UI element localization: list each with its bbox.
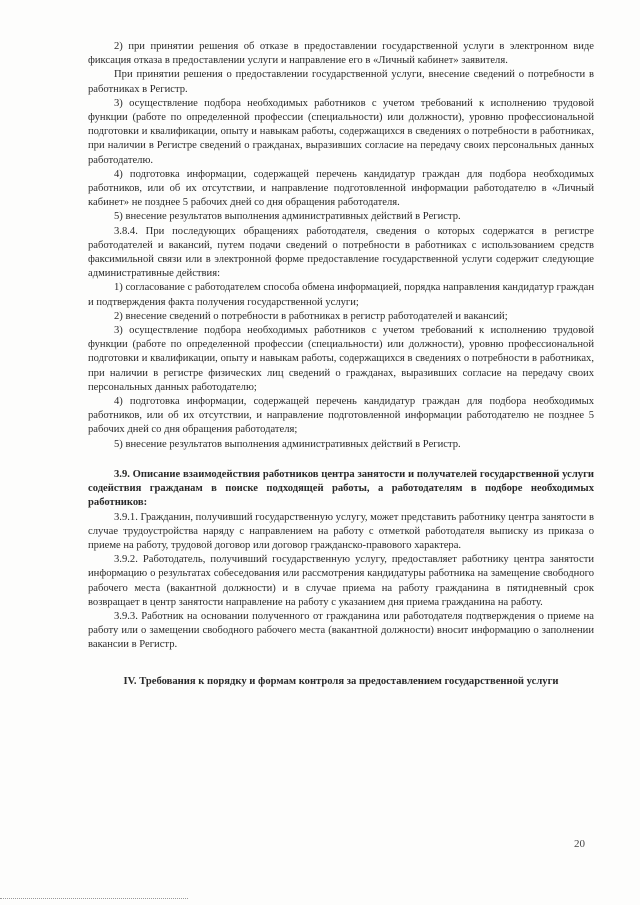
paragraph-results-register: 5) внесение результатов выполнения административных действий в Регистр. <box>114 211 461 223</box>
paragraph-3-8-4: 3.8.4. При последующих обращениях работодателя, сведения о которых содержатся в регистре работодателей и вакансий, путем подачи сведений о потребности в работниках с использованием средств факсимильной связи или в электронной форме предоставление государственной услуги содержит следующие административные действия: <box>88 225 594 280</box>
paragraph-decision-register: При принятии решения о предоставлении государственной услуги, внесение сведений о потребности в работниках в Регистр. <box>88 69 594 95</box>
section-heading: IV. Требования к порядку и формам контроля за предоставлением государственной услуги <box>123 675 559 687</box>
paragraph-results-register-2: 5) внесение результатов выполнения административных действий в Регистр. <box>114 438 461 450</box>
paragraph-candidate-info-2: 4) подготовка информации, содержащей перечень кандидатур граждан для подбора необходимых работников, или об их отсутствии, и направление подготовленной информации работодателю не позднее 5 рабочих дней со дня обращения работодателя; <box>88 396 594 436</box>
paragraph-refusal-electronic: 2) при принятии решения об отказе в предоставлении государственной услуги в электронном виде фиксация отказа в предоставлении услуги и направление его в «Личный кабинет» заявителя. <box>88 41 594 67</box>
page-number: 20 <box>574 838 585 850</box>
bottom-dotted-line <box>0 898 188 899</box>
paragraph-3-9-3: 3.9.3. Работник на основании полученного от гражданина или работодателя подтверждения о приеме на работу или о замещении свободного рабочего места (вакантной должности) вносит информацию о заполнении вакансии в Регистр. <box>88 610 594 651</box>
paragraph-3-9-1: 3.9.1. Гражданин, получивший государственную услугу, может представить работнику центра занятости в случае трудоустройства наряду с направлением на работу с отметкой работодателя выписку из приказа о приеме на работу, трудовой договор или договор гражданско-правового характера. <box>88 511 594 551</box>
document-body <box>88 40 594 689</box>
paragraph-3-9-2: 3.9.2. Работодатель, получивший государственную услугу, предоставляет работнику центра занятости информацию о результатах собеседования или рассмотрения кандидатуры работника на замещение свободного рабочего места (вакантной должности) и в случае приема на работу гражданина в пятидневный срок возвращает в центр занятости направление на работу с указанием дня приема гражданина на работу. <box>88 554 594 608</box>
paragraph-selection-workers: 3) осуществление подбора необходимых работников с учетом требований к исполнению трудовой функции (работе по определенной профессии (специальности) или должности), уровню профессиональной подготовки и квалификации, опыту и навыкам работы, содержащихся в сведениях о потребности в работниках, при наличии в Регистре сведений о гражданах, выразивших согласие на передачу своих персональных данных работодателю. <box>88 97 594 166</box>
paragraph-agreement: 1) согласование с работодателем способа обмена информацией, порядка направления кандидатур граждан и подтверждения факта получения государственной услуги; <box>88 282 594 308</box>
paragraph-candidate-info: 4) подготовка информации, содержащей перечень кандидатур граждан для подбора необходимых работников, или об их отсутствии, и направление подготовленной информации работодателю в «Личный кабинет» не позднее 5 рабочих дней со дня обращения работодателя. <box>88 168 594 209</box>
paragraph-selection-workers-2: 3) осуществление подбора необходимых работников с учетом требований к исполнению трудовой функции (работе по определенной профессии (специальности) или должности), уровню профессиональной подготовки и квалификации, опыту и навыкам работы, содержащихся в сведениях о потребности в работниках, при наличии в регистре физических лиц сведений о гражданах, выразивших согласие на передачу своих персональных данных работодателю; <box>88 325 594 393</box>
paragraph-vacancy-register: 2) внесение сведений о потребности в работниках в регистр работодателей и вакансий; <box>114 310 508 322</box>
paragraph-3-9: 3.9. Описание взаимодействия работников центра занятости и получателей государственной услуги содействия гражданам в поиске подходящей работы, а работодателям в подборе необходимых работников: <box>88 468 594 509</box>
